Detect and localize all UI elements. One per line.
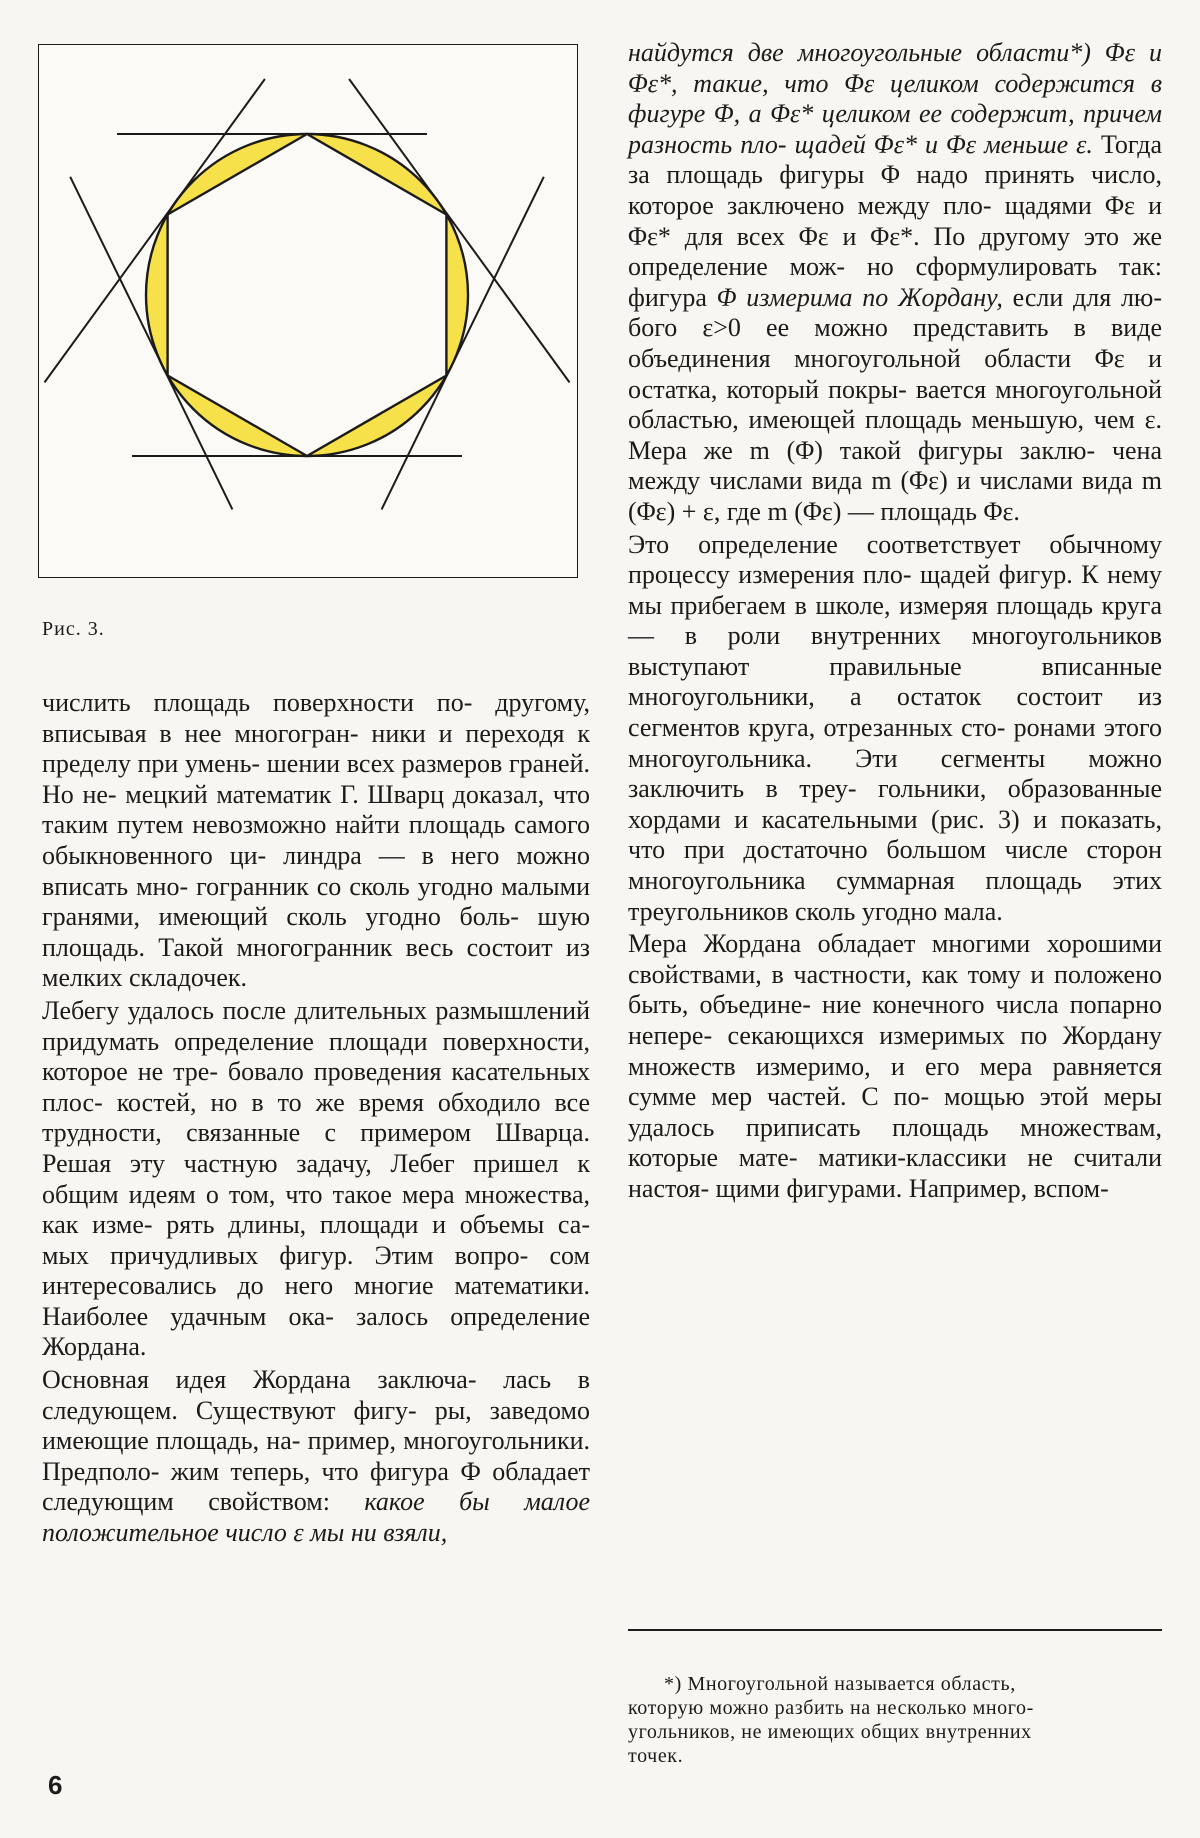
text-line: что таким путем невозможно найти	[42, 779, 591, 840]
text-line: m (Φε) — площадь Φε.	[767, 496, 1020, 526]
italic-run: измерима по Жордану,	[746, 282, 1003, 312]
text-line: Лебег пришел к общим идеям о том,	[42, 1148, 590, 1209]
text-line: рять длины, площади и объемы са-	[166, 1210, 590, 1240]
text-line: объединения многоугольной области	[628, 343, 1072, 373]
italic-line: содержится в фигуре Φ, а Φε* целиком	[628, 68, 1162, 129]
text-line	[42, 1487, 590, 1516]
text-line: из сегментов круга, отрезанных сто-	[628, 682, 1162, 743]
text-line: гранями, имеющий сколь угодно боль-	[42, 902, 519, 932]
text-run: если для лю-	[1002, 282, 1163, 312]
text-line	[746, 283, 1162, 312]
paragraph-lebesgue	[42, 996, 590, 1363]
text-line: другому, вписывая в нее многогран-	[42, 688, 591, 748]
text-line: щими фигурами. Например, вспом-	[715, 1173, 1109, 1203]
text-line: Мера же m (Φ) такой фигуры заклю-	[628, 435, 1096, 465]
text-line: ры, заведомо имеющие площадь, на-	[42, 1395, 590, 1456]
italic-line: ее содержит, причем разность пло-	[628, 99, 1162, 159]
text-line: чена между числами вида m (Φε)	[628, 435, 1163, 496]
text-line: шении всех размеров граней. Но не-	[42, 749, 591, 809]
footnote-divider	[628, 1629, 1162, 1631]
footnote-line: которую можно разбить на несколько много-	[628, 1697, 1034, 1719]
text-line: сом интересовались до него многие	[42, 1240, 591, 1301]
text-line: выступают правильные вписанные	[628, 651, 1162, 681]
italic-line: найдутся две многоугольные области*)	[628, 38, 1091, 67]
text-line: Это определение соответствует	[628, 529, 1021, 559]
text-line: щадями Φε и Φε* для всех Φε и Φε*.	[628, 190, 1162, 251]
text-line: бовало проведения касательных плос-	[42, 1057, 591, 1117]
text-run: Тогда за	[628, 129, 1163, 190]
text-line: Мера Жордана обладает многими	[628, 929, 1031, 959]
paragraph-jordan-idea	[42, 1365, 590, 1549]
footnote-line: угольников, не имеющих общих внутренних	[628, 1721, 1032, 1743]
text-line: множеств измеримо, и его мера	[628, 1051, 1033, 1081]
text-line: мых причудливых фигур. Этим вопро-	[42, 1240, 529, 1270]
text-line: обычному процессу измерения пло-	[628, 529, 1163, 590]
text-line: мецкий математик Г. Шварц доказал,	[125, 779, 545, 809]
text-line: лась в следующем. Существуют фигу-	[42, 1365, 590, 1425]
text-line: в роли внутренних многоугольников	[684, 621, 1163, 651]
text-line: Основная идея Жордана заключа-	[42, 1365, 477, 1395]
text-line: весь состоит из мелких складочек.	[42, 932, 591, 993]
text-run: но сформулировать так: фигура	[628, 252, 1162, 312]
text-line: что такое мера множества, как изме-	[42, 1179, 591, 1240]
footnote	[628, 1672, 1162, 1768]
text-line: этих треугольников сколь угодно мала.	[628, 866, 1163, 926]
text-line: залось определение Жордана.	[42, 1301, 590, 1362]
text-line: вается многоугольной областью,	[628, 374, 1163, 435]
text-line: число, которое заключено между пло-	[628, 160, 1163, 220]
text-line: костей, но в то же время обходило	[116, 1087, 541, 1117]
text-line: все трудности, связанные с примером	[42, 1087, 591, 1148]
page-number: 6	[48, 1770, 63, 1800]
italic-run: Φ	[716, 282, 737, 312]
text-line: жим теперь, что фигура Ф обладает	[170, 1456, 591, 1486]
text-line: гогранник со сколь угодно малыми	[196, 871, 590, 901]
text-run: следующим свойством:	[42, 1487, 330, 1517]
text-line: ние конечного числа попарно непере-	[628, 990, 1162, 1050]
paragraph-schwarz	[42, 688, 590, 994]
text-line: хорошими свойствами, в частности,	[628, 929, 1163, 989]
text-line: шую площадь. Такой многогранник	[42, 902, 590, 962]
text-line: равняется сумме мер частей. С по-	[628, 1051, 1163, 1112]
figure-caption: Рис. 3.	[42, 618, 105, 640]
text-line: пример, многоугольники. Предполо-	[42, 1426, 590, 1486]
italic-run: какое бы малое	[364, 1487, 590, 1517]
text-line: многоугольники, а остаток состоит	[628, 682, 1103, 712]
text-line: площадь самого обыкновенного ци-	[42, 810, 590, 870]
text-line: матики-классики не считали настоя-	[628, 1143, 1162, 1203]
figure-frame	[38, 44, 578, 578]
text-line: ронами этого многоугольника. Эти	[628, 713, 1162, 773]
paragraph-jordan-definition	[628, 38, 1162, 528]
text-line: площадь фигуры Φ надо принять	[666, 160, 1075, 190]
text-line: Шварца. Решая эту частную задачу,	[42, 1118, 590, 1178]
text-line: бого ε>0 ее можно представить в виде	[628, 313, 1162, 343]
text-line: мощью этой меры удалось приписать	[628, 1082, 1162, 1142]
italic-run: щадей Φε* и Φε меньше ε.	[794, 129, 1093, 159]
text-line: ники и переходя к пределу при умень-	[42, 718, 590, 779]
text-line: секающихся измеримых по Жордану	[727, 1021, 1162, 1050]
text-line: площадь множествам, которые мате-	[628, 1112, 1163, 1173]
text-line: математики. Наиболее удачным ока-	[42, 1271, 590, 1331]
text-line: сегменты можно заключить в треу-	[628, 743, 1163, 804]
text-line: имеющей площадь меньшую, чем ε.	[748, 405, 1162, 435]
italic-line: Φε и Φε*, такие, что Φε целиком	[628, 38, 1162, 98]
text-line: По другому это же определение мож-	[628, 221, 1163, 282]
footnote-line: *) Многоугольной называется область,	[664, 1673, 1016, 1695]
left-column	[42, 688, 590, 1549]
text-line: линдра — в него можно вписать мно-	[42, 840, 590, 901]
text-line: Лебегу удалось после длительных	[42, 995, 427, 1025]
text-line: в школе, измеряя площадь круга —	[628, 590, 1163, 651]
text-line: Φε и остатка, который покры-	[628, 343, 1163, 404]
text-line: щадей фигур. К нему мы прибегаем	[628, 560, 1163, 620]
text-line: гольники, образованные хордами и	[628, 774, 1163, 834]
paragraph-jordan-properties	[628, 929, 1162, 1204]
circle-polygon-figure	[39, 45, 576, 576]
text-line: и числами вида m (Φε) + ε, где	[628, 466, 1162, 526]
text-line: числить площадь поверхности по-	[42, 688, 473, 717]
text-line: площади поверхности, которое не тре-	[42, 1026, 590, 1087]
footnote-line: точек.	[628, 1745, 684, 1767]
text-line: при достаточно большом числе сторон	[683, 835, 1163, 865]
text-line: как тому и положено быть, объедине-	[628, 959, 1163, 1020]
italic-line: положительное число ε мы ни взяли,	[42, 1518, 448, 1548]
text-line: многоугольника суммарная площадь	[628, 866, 1082, 896]
paragraph-school-measure	[628, 530, 1162, 928]
text-line: размышлений придумать определение	[42, 995, 590, 1056]
right-column	[628, 38, 1162, 1205]
text-line: касательными (рис. 3) и показать, что	[628, 804, 1163, 865]
